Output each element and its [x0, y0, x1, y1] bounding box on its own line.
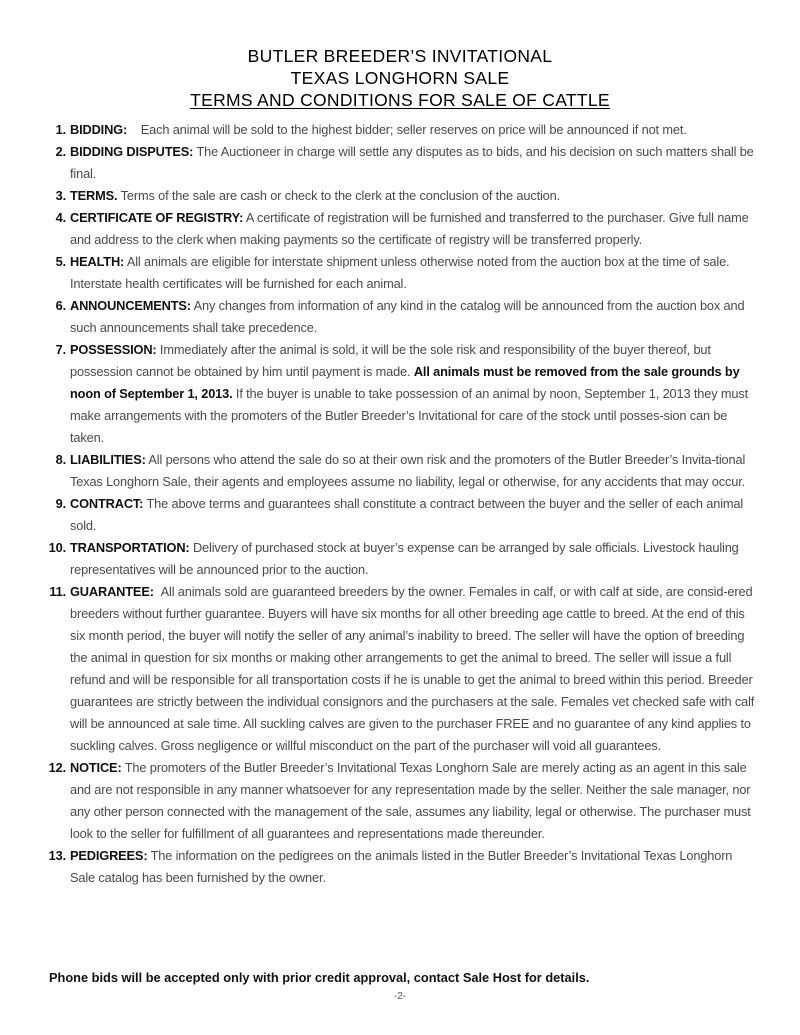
phone-bids-note: Phone bids will be accepted only with prior credit approval, contact Sale Host for details. [49, 970, 590, 985]
term-possession [36, 339, 756, 449]
term-announcements [36, 295, 756, 339]
term-terms [36, 185, 756, 207]
term-bidding-disputes [36, 141, 756, 185]
term-label: CONTRACT: [70, 496, 144, 511]
term-number: 13. [48, 848, 66, 863]
term-transportation [36, 537, 756, 581]
term-text: Terms of the sale are cash or check to the clerk at the conclusion of the auction. [117, 188, 561, 203]
term-label: TRANSPORTATION: [70, 540, 190, 555]
terms-list [36, 119, 756, 889]
term-text: The information on the pedigrees on the animals listed in the Butler Breeder’s Invitational Texas Longhorn Sale catalog has been furnished by the owner. [70, 848, 733, 885]
term-number: 10. [48, 540, 66, 555]
term-text: The promoters of the Butler Breeder’s Invitational Texas Longhorn Sale are merely acting as an agent in this sale and are not responsible in any manner whatsoever for any representation made by the seller. Neither the sale manager, nor any other person connected with the management of the sale, assumes any liability, legal or otherwise. The purchaser must look to the seller for fulfillment of all guarantees and representations made thereunder. [70, 760, 751, 841]
term-pedigrees [36, 845, 756, 889]
term-text: Each animal will be sold to the highest bidder; seller reserves on price will be announced if not met. [127, 122, 687, 137]
title-line-1: BUTLER BREEDER’S INVITATIONAL [247, 46, 553, 66]
term-number: 9. [55, 496, 66, 511]
term-label: BIDDING: [70, 122, 128, 137]
term-text: Immediately after the animal is sold, it will be the sole risk and responsibility of the buyer thereof, but possession cannot be obtained by him until payment is made. [70, 342, 711, 379]
term-number: 11. [49, 584, 66, 599]
term-number: 5. [55, 254, 66, 269]
term-number: 6. [55, 298, 66, 313]
term-number: 12. [48, 760, 66, 775]
term-text-continued: If the buyer is unable to take possession of an animal by noon, September 1, 2013 they must make arrangements with the promoters of the Butler Breeder’s Invitational for care of the stock until posses-sion can be taken. [70, 386, 748, 445]
term-health [36, 251, 756, 295]
term-label: LIABILITIES: [70, 452, 146, 467]
term-emphasis: All animals must be removed from the sale grounds by noon of September 1, 2013. [70, 364, 740, 401]
term-number: 3. [55, 188, 66, 203]
page-number: -2- [393, 991, 407, 1002]
term-label: PEDIGREES: [70, 848, 148, 863]
term-label: CERTIFICATE OF REGISTRY: [70, 210, 244, 225]
term-label: NOTICE: [70, 760, 122, 775]
term-number: 1. [55, 122, 66, 137]
term-number: 7. [55, 342, 66, 357]
term-label: HEALTH: [70, 254, 125, 269]
term-label: ANNOUNCEMENTS: [70, 298, 191, 313]
term-number: 8. [55, 452, 66, 467]
term-label: BIDDING DISPUTES: [70, 144, 194, 159]
term-contract [36, 493, 756, 537]
term-text: A certificate of registration will be furnished and transferred to the purchaser. Give full name and address to the clerk when making payments so the certificate of registry will be transferred properly. [70, 210, 749, 247]
title-line-3: TERMS AND CONDITIONS FOR SALE OF CATTLE [190, 90, 610, 110]
term-label: GUARANTEE: [70, 584, 154, 599]
term-text: All persons who attend the sale do so at their own risk and the promoters of the Butler Breeder’s Invita-tional Texas Longhorn Sale, their agents and employees assume no liability, legal or otherwise, for any accidents that may occur. [70, 452, 746, 489]
term-text: The above terms and guarantees shall constitute a contract between the buyer and the seller of each animal sold. [70, 496, 744, 533]
term-bidding [36, 119, 756, 141]
term-number: 4. [55, 210, 66, 225]
term-certificate-of-registry [36, 207, 756, 251]
term-liabilities [36, 449, 756, 493]
term-label: TERMS. [70, 188, 118, 203]
title-line-2: TEXAS LONGHORN SALE [290, 68, 510, 88]
term-guarantee [36, 581, 756, 757]
term-notice [36, 757, 756, 845]
term-text: Delivery of purchased stock at buyer’s expense can be arranged by sale officials. Livestock hauling representatives will be announced prior to the auction. [70, 540, 739, 577]
term-number: 2. [55, 144, 66, 159]
term-text: All animals are eligible for interstate shipment unless otherwise noted from the auction box at the time of sale. Interstate health certificates will be furnished for each animal. [70, 254, 730, 291]
term-text: The Auctioneer in charge will settle any disputes as to bids, and his decision on such matters shall be final. [70, 144, 754, 181]
term-label: POSSESSION: [70, 342, 157, 357]
term-text: All animals sold are guaranteed breeders by the owner. Females in calf, or with calf at side, are consid-ered breeders without further guarantee. Buyers will have six months for all other breeding age cattle to breed. At the end of this six month period, the buyer will notify the seller of any animal’s inability to breed. The seller will have the option of breeding the animal in question for six months or making other arrangements to get the animal to breed. The seller will issue a full refund and will be responsible for all transportation costs if he is unable to get the animal to breed within this period. Breeder guarantees are strictly between the individual consignors and the purchasers at the sale. Females vet checked safe with calf will be announced at sale time. All suckling calves are given to the purchaser FREE and no guarantee of any kind applies to suckling calves. Gross negligence or willful misconduct on the part of the purchaser will void all guarantees. [70, 584, 755, 753]
term-text: Any changes from information of any kind in the catalog will be announced from the auction box and such announcements shall take precedence. [70, 298, 745, 335]
